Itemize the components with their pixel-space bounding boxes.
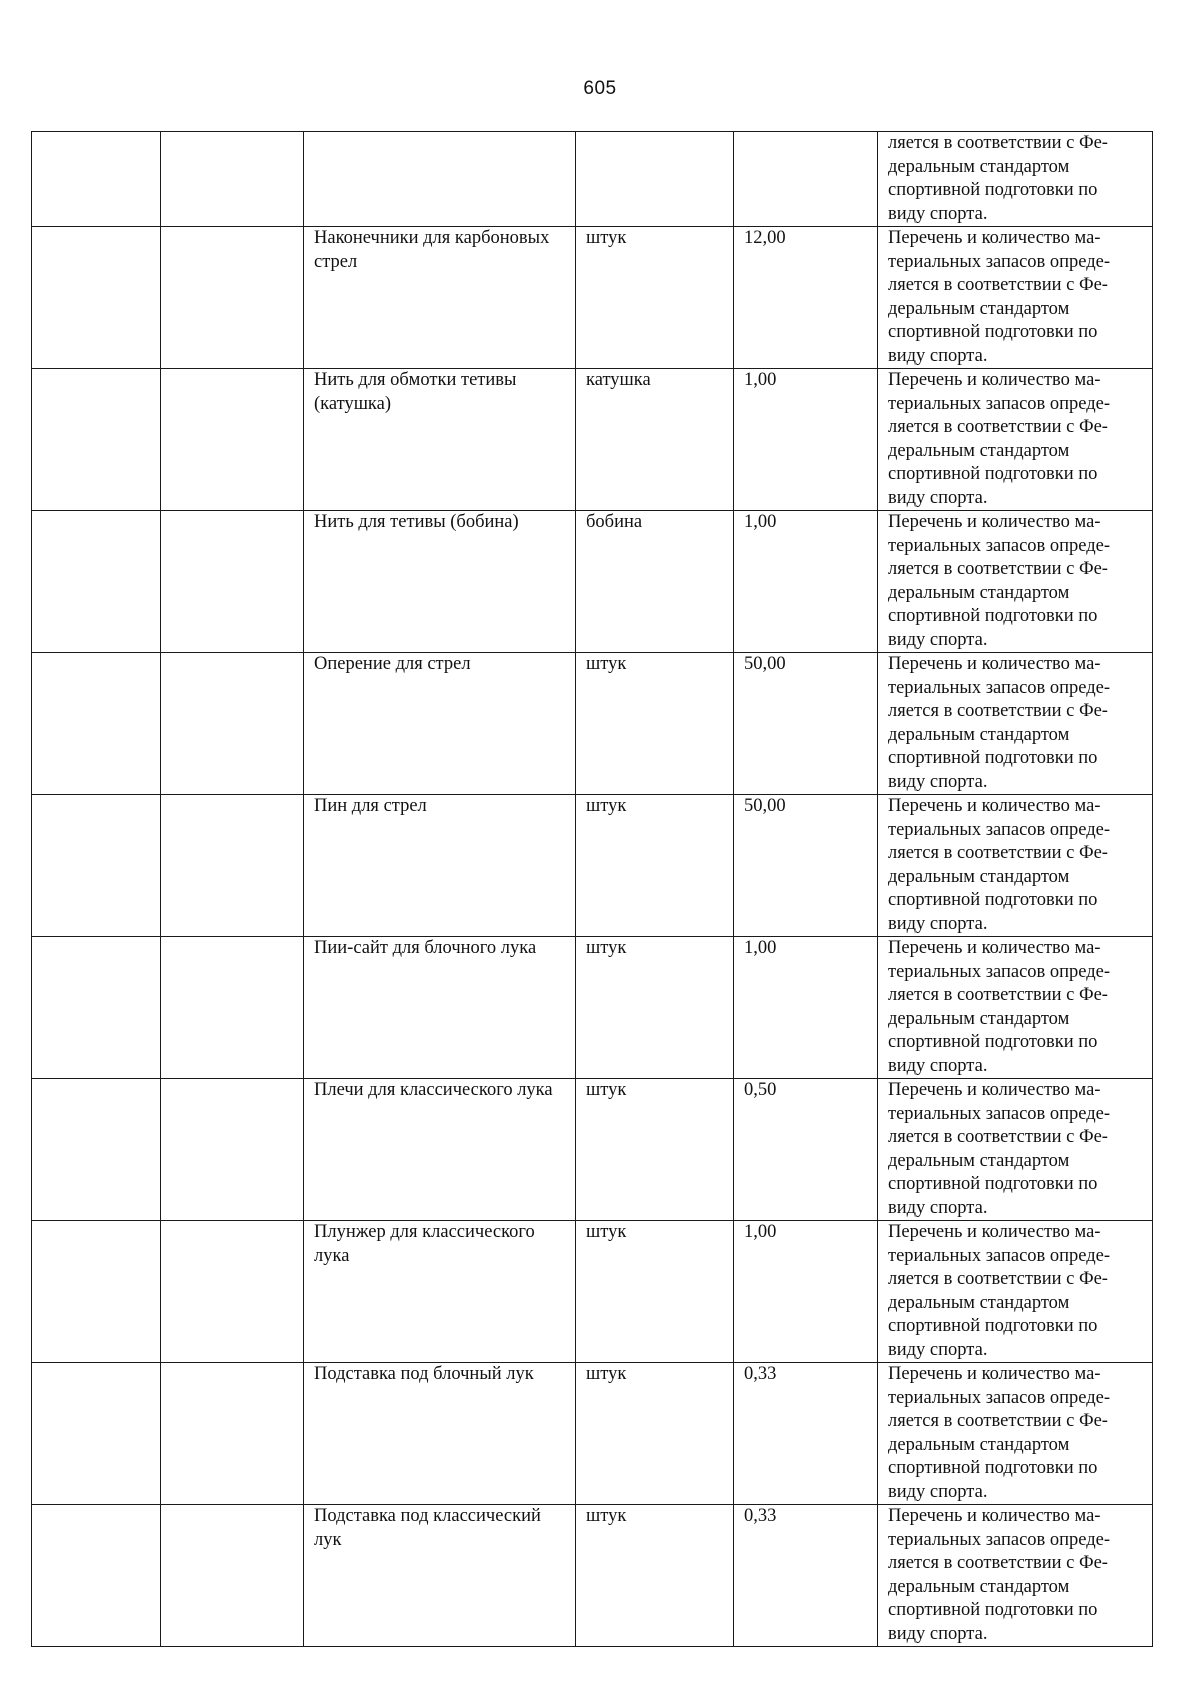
note-line: виду спорта. xyxy=(888,771,988,792)
table-cell-quantity: 1,00 xyxy=(734,369,878,511)
note-line: деральным стандартом xyxy=(888,1150,1070,1171)
note-line: спортивной подготовки по xyxy=(888,890,1098,910)
note-line: ляется в соответствии с Фе- xyxy=(888,1553,1108,1573)
table-cell-index xyxy=(32,511,161,653)
continuation-row xyxy=(32,132,1153,227)
note-line: виду спорта. xyxy=(888,1481,988,1502)
table-cell-index xyxy=(32,1221,161,1363)
table-cell-category xyxy=(161,227,304,369)
note-line: Перечень и количество ма- xyxy=(888,1080,1101,1100)
table-row xyxy=(32,1079,1153,1221)
note-line: ляется в соответствии с Фе- xyxy=(888,1411,1108,1431)
note-line: виду спорта. xyxy=(888,1055,988,1076)
table-cell-quantity xyxy=(734,132,878,227)
table-cell-name: Подставка под классический лук xyxy=(304,1505,576,1647)
note-line: спортивной подготовки по xyxy=(888,322,1098,342)
table-cell-name: Нить для обмотки тетивы (катушка) xyxy=(304,369,576,511)
table-cell-category xyxy=(161,653,304,795)
note-line: Перечень и количество ма- xyxy=(888,938,1101,958)
table-row xyxy=(32,369,1153,511)
equipment-table xyxy=(31,131,1153,1647)
table-cell-unit: штук xyxy=(576,227,734,369)
note-line: Перечень и количество ма- xyxy=(888,370,1101,390)
table-cell-unit: штук xyxy=(576,1505,734,1647)
note-line: териальных запасов опреде- xyxy=(888,1387,1111,1408)
table-cell-name: Оперение для стрел xyxy=(304,653,576,795)
note-line: ляется в соответствии с Фе- xyxy=(888,985,1108,1005)
table-cell-category xyxy=(161,937,304,1079)
table-cell-note xyxy=(878,1505,1153,1647)
table-cell-name: Плунжер для классического лука xyxy=(304,1221,576,1363)
table-row xyxy=(32,1505,1153,1647)
note-line: деральным стандартом xyxy=(888,582,1070,603)
note-line: деральным стандартом xyxy=(888,1292,1070,1313)
note-line: спортивной подготовки по xyxy=(888,748,1098,768)
note-line: виду спорта. xyxy=(888,1197,988,1218)
table-cell-quantity: 50,00 xyxy=(734,653,878,795)
table-cell-unit: штук xyxy=(576,653,734,795)
note-line: спортивной подготовки по xyxy=(888,1174,1098,1194)
table-cell-note xyxy=(878,1363,1153,1505)
note-line: деральным стандартом xyxy=(888,866,1070,887)
note-line: териальных запасов опреде- xyxy=(888,1103,1111,1124)
table-row xyxy=(32,1221,1153,1363)
note-line: деральным стандартом xyxy=(888,440,1070,461)
note-line: деральным стандартом xyxy=(888,1576,1070,1597)
note-line: ляется в соответствии с Фе- xyxy=(888,133,1108,153)
table-cell-note xyxy=(878,369,1153,511)
note-line: виду спорта. xyxy=(888,487,988,508)
table-cell-index xyxy=(32,1505,161,1647)
table-cell-category xyxy=(161,1363,304,1505)
table-cell-note xyxy=(878,795,1153,937)
note-line: териальных запасов опреде- xyxy=(888,677,1111,698)
note-line: Перечень и количество ма- xyxy=(888,796,1101,816)
note-line: деральным стандартом xyxy=(888,724,1070,745)
table-cell-quantity: 12,00 xyxy=(734,227,878,369)
table-cell-index xyxy=(32,937,161,1079)
note-line: ляется в соответствии с Фе- xyxy=(888,701,1108,721)
table-cell-unit: штук xyxy=(576,1221,734,1363)
note-line: деральным стандартом xyxy=(888,156,1070,177)
table-cell-name: Пии-сайт для блочного лука xyxy=(304,937,576,1079)
table-cell-unit: штук xyxy=(576,795,734,937)
table-cell-note xyxy=(878,653,1153,795)
note-line: ляется в соответствии с Фе- xyxy=(888,843,1108,863)
note-line: териальных запасов опреде- xyxy=(888,393,1111,414)
table-cell-quantity: 1,00 xyxy=(734,937,878,1079)
table-cell-index xyxy=(32,227,161,369)
note-line: Перечень и количество ма- xyxy=(888,1506,1101,1526)
note-line: деральным стандартом xyxy=(888,1008,1070,1029)
note-line: ляется в соответствии с Фе- xyxy=(888,559,1108,579)
note-line: Перечень и количество ма- xyxy=(888,512,1101,532)
note-line: виду спорта. xyxy=(888,203,988,224)
table-cell-note xyxy=(878,937,1153,1079)
table-cell-name xyxy=(304,132,576,227)
table-cell-category xyxy=(161,795,304,937)
table-cell-index xyxy=(32,369,161,511)
table-cell-name: Нить для тетивы (бобина) xyxy=(304,511,576,653)
note-line: ляется в соответствии с Фе- xyxy=(888,275,1108,295)
note-line: ляется в соответствии с Фе- xyxy=(888,1269,1108,1289)
table-cell-category xyxy=(161,1505,304,1647)
table-cell-unit: бобина xyxy=(576,511,734,653)
table-cell-name: Наконечники для карбоновых стрел xyxy=(304,227,576,369)
note-line: виду спорта. xyxy=(888,629,988,650)
table-cell-category xyxy=(161,1079,304,1221)
table-cell-name: Плечи для классического лука xyxy=(304,1079,576,1221)
table-row xyxy=(32,653,1153,795)
table-cell-note xyxy=(878,1079,1153,1221)
table-cell-quantity: 0,33 xyxy=(734,1505,878,1647)
note-line: териальных запасов опреде- xyxy=(888,535,1111,556)
table-cell-note xyxy=(878,511,1153,653)
note-line: спортивной подготовки по xyxy=(888,1316,1098,1336)
table-row xyxy=(32,937,1153,1079)
table-cell-category xyxy=(161,511,304,653)
note-line: спортивной подготовки по xyxy=(888,1032,1098,1052)
page-number: 605 xyxy=(583,78,617,99)
table-cell-unit xyxy=(576,132,734,227)
note-line: Перечень и количество ма- xyxy=(888,1222,1101,1242)
note-line: Перечень и количество ма- xyxy=(888,1364,1101,1384)
note-line: виду спорта. xyxy=(888,1339,988,1360)
note-line: спортивной подготовки по xyxy=(888,606,1098,626)
table-cell-quantity: 0,33 xyxy=(734,1363,878,1505)
table-row xyxy=(32,227,1153,369)
table-cell-note xyxy=(878,132,1153,227)
table-cell-index xyxy=(32,795,161,937)
note-line: Перечень и количество ма- xyxy=(888,228,1101,248)
table-cell-name: Пин для стрел xyxy=(304,795,576,937)
table-cell-category xyxy=(161,132,304,227)
table-cell-category xyxy=(161,1221,304,1363)
table-cell-note xyxy=(878,227,1153,369)
table-body xyxy=(32,132,1153,1647)
table-cell-quantity: 0,50 xyxy=(734,1079,878,1221)
table-row xyxy=(32,511,1153,653)
table-cell-index xyxy=(32,132,161,227)
table-cell-index xyxy=(32,1363,161,1505)
table-cell-quantity: 50,00 xyxy=(734,795,878,937)
note-line: териальных запасов опреде- xyxy=(888,1245,1111,1266)
table-cell-index xyxy=(32,1079,161,1221)
table-cell-name: Подставка под блочный лук xyxy=(304,1363,576,1505)
note-line: деральным стандартом xyxy=(888,1434,1070,1455)
note-line: Перечень и количество ма- xyxy=(888,654,1101,674)
table-cell-unit: штук xyxy=(576,937,734,1079)
table-cell-note xyxy=(878,1221,1153,1363)
table-cell-category xyxy=(161,369,304,511)
note-line: деральным стандартом xyxy=(888,298,1070,319)
note-line: спортивной подготовки по xyxy=(888,1600,1098,1620)
note-line: ляется в соответствии с Фе- xyxy=(888,1127,1108,1147)
note-line: виду спорта. xyxy=(888,913,988,934)
table-cell-unit: штук xyxy=(576,1363,734,1505)
note-line: териальных запасов опреде- xyxy=(888,1529,1111,1550)
table-cell-quantity: 1,00 xyxy=(734,511,878,653)
table-cell-index xyxy=(32,653,161,795)
table-cell-quantity: 1,00 xyxy=(734,1221,878,1363)
table-cell-unit: штук xyxy=(576,1079,734,1221)
note-line: спортивной подготовки по xyxy=(888,464,1098,484)
table-row xyxy=(32,795,1153,937)
note-line: спортивной подготовки по xyxy=(888,180,1098,200)
table-cell-unit: катушка xyxy=(576,369,734,511)
note-line: териальных запасов опреде- xyxy=(888,251,1111,272)
note-line: виду спорта. xyxy=(888,345,988,366)
note-line: териальных запасов опреде- xyxy=(888,961,1111,982)
note-line: териальных запасов опреде- xyxy=(888,819,1111,840)
note-line: спортивной подготовки по xyxy=(888,1458,1098,1478)
note-line: ляется в соответствии с Фе- xyxy=(888,417,1108,437)
table-row xyxy=(32,1363,1153,1505)
note-line: виду спорта. xyxy=(888,1623,988,1644)
